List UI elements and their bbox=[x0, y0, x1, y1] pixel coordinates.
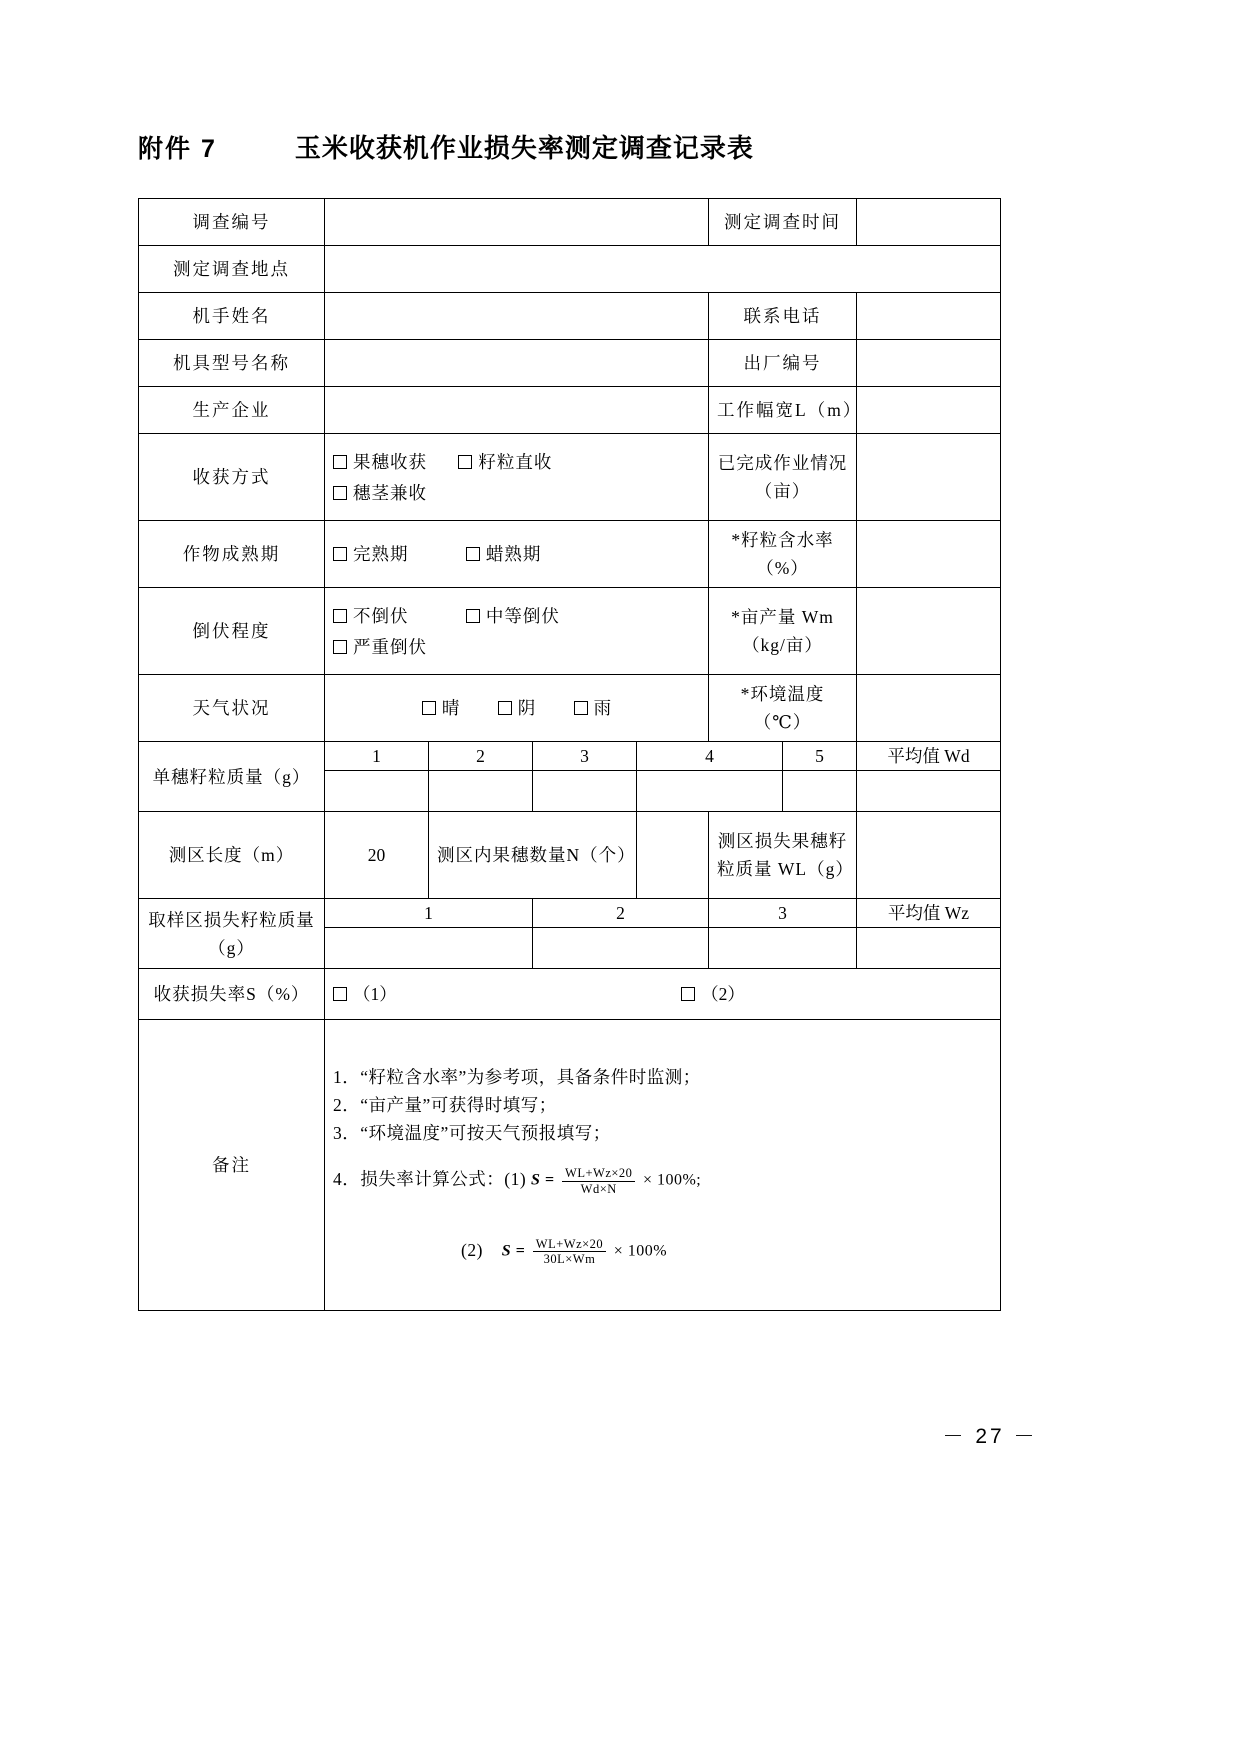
table-row bbox=[139, 675, 1001, 742]
checkbox-no-lodging[interactable]: 不倒伏 bbox=[333, 602, 409, 630]
record-form-table bbox=[138, 198, 1001, 1311]
formula-2-numerator: WL+Wz×20 bbox=[533, 1237, 606, 1252]
single-ear-col-2: 2 bbox=[429, 742, 533, 771]
single-ear-value-4[interactable] bbox=[637, 771, 783, 812]
checkbox-full-maturity[interactable]: 完熟期 bbox=[333, 540, 409, 568]
table-row bbox=[139, 588, 1001, 675]
yield-label: *亩产量 Wm（kg/亩） bbox=[709, 588, 857, 675]
single-ear-value-3[interactable] bbox=[533, 771, 637, 812]
survey-time-label: 测定调查时间 bbox=[709, 199, 857, 246]
checkbox-weather-rain[interactable]: 雨 bbox=[574, 698, 612, 718]
formula-1-s: S = bbox=[531, 1171, 555, 1189]
formula-2-denominator: 30L×Wm bbox=[543, 1252, 596, 1267]
single-ear-col-4: 4 bbox=[637, 742, 783, 771]
single-ear-value-2[interactable] bbox=[429, 771, 533, 812]
temperature-label: *环境温度（℃） bbox=[709, 675, 857, 742]
moisture-label: *籽粒含水率（%） bbox=[709, 521, 857, 588]
loss-rate-label: 收获损失率S（%） bbox=[139, 969, 325, 1020]
checkbox-weather-cloudy[interactable]: 阴 bbox=[498, 698, 536, 718]
formula-2 bbox=[502, 1237, 667, 1267]
done-area-label: 已完成作业情况（亩） bbox=[709, 434, 857, 521]
formula-1-tail: × 100%; bbox=[642, 1171, 702, 1189]
formula-1 bbox=[531, 1166, 701, 1196]
survey-place-label: 测定调查地点 bbox=[139, 246, 325, 293]
checkbox-weather-sunny[interactable]: 晴 bbox=[422, 698, 460, 718]
single-ear-label: 单穗籽粒质量（g） bbox=[139, 742, 325, 812]
note-line-3: 3．“环境温度”可按天气预报填写； bbox=[333, 1123, 611, 1144]
lost-ear-label: 测区损失果穗籽粒质量 WL（g） bbox=[709, 812, 857, 899]
sample-loss-col-3: 3 bbox=[709, 899, 857, 928]
single-ear-col-3: 3 bbox=[533, 742, 637, 771]
formula-1-denominator: Wd×N bbox=[580, 1181, 617, 1196]
table-row bbox=[139, 199, 1001, 246]
lodging-options bbox=[325, 588, 709, 675]
work-width-value[interactable] bbox=[857, 387, 1001, 434]
checkbox-harvest-grain[interactable]: 籽粒直收 bbox=[458, 448, 552, 476]
factory-no-label: 出厂编号 bbox=[709, 340, 857, 387]
table-row bbox=[139, 521, 1001, 588]
maturity-options bbox=[325, 521, 709, 588]
table-row bbox=[139, 340, 1001, 387]
single-ear-col-5: 5 bbox=[783, 742, 857, 771]
remark-label: 备注 bbox=[139, 1020, 325, 1311]
machine-model-label: 机具型号名称 bbox=[139, 340, 325, 387]
single-ear-avg-label: 平均值 Wd bbox=[857, 742, 1001, 771]
table-row bbox=[139, 969, 1001, 1020]
manufacturer-label: 生产企业 bbox=[139, 387, 325, 434]
checkbox-loss-formula-2[interactable]: （2） bbox=[681, 984, 745, 1004]
survey-no-value[interactable] bbox=[325, 199, 709, 246]
zone-length-label: 测区长度（m） bbox=[139, 812, 325, 899]
checkbox-harvest-ear[interactable]: 果穗收获 bbox=[333, 448, 427, 476]
formula-2-s: S = bbox=[501, 1242, 526, 1260]
operator-name-value[interactable] bbox=[325, 293, 709, 340]
table-row bbox=[139, 293, 1001, 340]
table-row bbox=[139, 812, 1001, 899]
table-row bbox=[139, 434, 1001, 521]
operator-name-label: 机手姓名 bbox=[139, 293, 325, 340]
attachment-label: 附件 7 bbox=[138, 135, 217, 163]
lodging-label: 倒伏程度 bbox=[139, 588, 325, 675]
loss-rate-options bbox=[325, 969, 1001, 1020]
note-line-4 bbox=[333, 1165, 992, 1196]
maturity-label: 作物成熟期 bbox=[139, 521, 325, 588]
manufacturer-value[interactable] bbox=[325, 387, 709, 434]
formula-1-numerator: WL+Wz×20 bbox=[562, 1166, 635, 1181]
temperature-value[interactable] bbox=[857, 675, 1001, 742]
ear-count-label: 测区内果穗数量N（个） bbox=[429, 812, 637, 899]
harvest-mode-label: 收获方式 bbox=[139, 434, 325, 521]
weather-label: 天气状况 bbox=[139, 675, 325, 742]
table-row bbox=[139, 899, 1001, 928]
table-row bbox=[139, 742, 1001, 771]
machine-model-value[interactable] bbox=[325, 340, 709, 387]
moisture-value[interactable] bbox=[857, 521, 1001, 588]
checkbox-wax-maturity[interactable]: 蜡熟期 bbox=[466, 540, 542, 568]
sample-loss-value-1[interactable] bbox=[325, 928, 533, 969]
yield-value[interactable] bbox=[857, 588, 1001, 675]
sample-loss-col-2: 2 bbox=[533, 899, 709, 928]
page-footer bbox=[0, 1420, 1240, 1450]
formula-2-prefix: (2) bbox=[461, 1240, 483, 1260]
table-row bbox=[139, 387, 1001, 434]
note-line-5 bbox=[333, 1236, 992, 1267]
formula-1-prefix: 4．损失率计算公式：(1) bbox=[333, 1169, 527, 1190]
note-line-1: 1．“籽粒含水率”为参考项，具备条件时监测； bbox=[333, 1067, 701, 1088]
checkbox-severe-lodging[interactable]: 严重倒伏 bbox=[333, 633, 427, 661]
sample-loss-avg-label: 平均值 Wz bbox=[857, 899, 1001, 928]
remark-content bbox=[325, 1020, 1001, 1311]
page-title: 玉米收获机作业损失率测定调查记录表 bbox=[294, 133, 754, 163]
note-line-2: 2．“亩产量”可获得时填写； bbox=[333, 1095, 557, 1116]
sample-loss-avg-value[interactable] bbox=[857, 928, 1001, 969]
checkbox-loss-formula-1[interactable]: （1） bbox=[333, 984, 397, 1004]
zone-length-value: 20 bbox=[325, 812, 429, 899]
weather-options bbox=[325, 675, 709, 742]
survey-no-label: 调查编号 bbox=[139, 199, 325, 246]
single-ear-col-1: 1 bbox=[325, 742, 429, 771]
document-header bbox=[138, 128, 1098, 165]
single-ear-avg-value[interactable] bbox=[857, 771, 1001, 812]
formula-2-tail: × 100% bbox=[613, 1242, 668, 1260]
checkbox-harvest-stalk[interactable]: 穗茎兼收 bbox=[333, 479, 427, 507]
factory-no-value[interactable] bbox=[857, 340, 1001, 387]
page-number: － 27 － bbox=[942, 1425, 1038, 1448]
done-area-value[interactable] bbox=[857, 434, 1001, 521]
work-width-label: 工作幅宽L（m） bbox=[709, 387, 857, 434]
sample-loss-col-1: 1 bbox=[325, 899, 533, 928]
sample-loss-value-2[interactable] bbox=[533, 928, 709, 969]
survey-place-value[interactable] bbox=[325, 246, 1001, 293]
survey-time-value[interactable] bbox=[857, 199, 1001, 246]
checkbox-medium-lodging[interactable]: 中等倒伏 bbox=[466, 602, 560, 630]
ear-count-value[interactable] bbox=[637, 812, 709, 899]
single-ear-value-5[interactable] bbox=[783, 771, 857, 812]
single-ear-value-1[interactable] bbox=[325, 771, 429, 812]
table-row bbox=[139, 246, 1001, 293]
sample-loss-label: 取样区损失籽粒质量（g） bbox=[139, 899, 325, 969]
harvest-mode-options bbox=[325, 434, 709, 521]
table-row bbox=[139, 1020, 1001, 1311]
phone-label: 联系电话 bbox=[709, 293, 857, 340]
phone-value[interactable] bbox=[857, 293, 1001, 340]
lost-ear-value[interactable] bbox=[857, 812, 1001, 899]
sample-loss-value-3[interactable] bbox=[709, 928, 857, 969]
